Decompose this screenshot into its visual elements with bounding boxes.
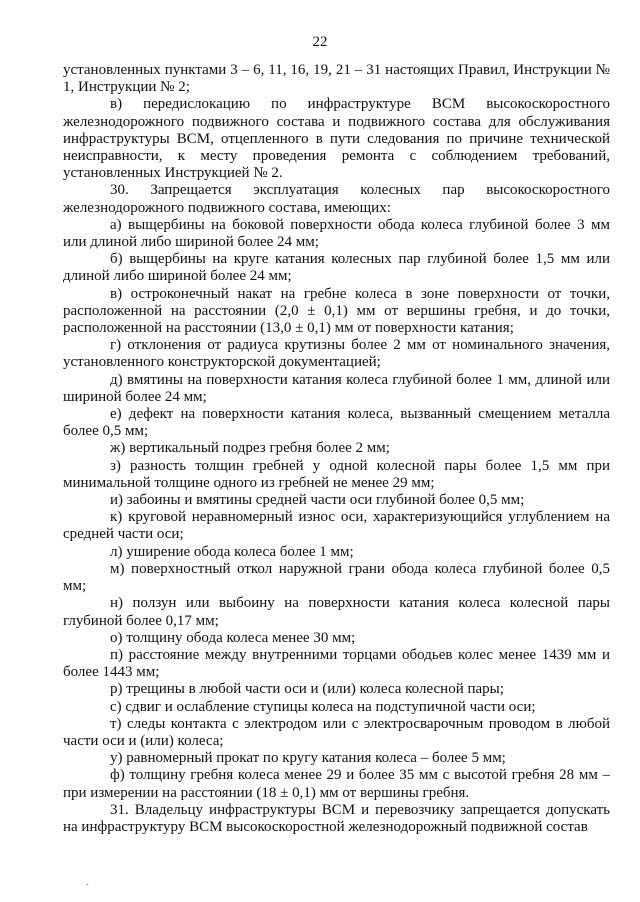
item-n: н) ползун или выбоину на поверхности катания колеса колесной пары глубиной более 0,17 мм; bbox=[63, 595, 610, 629]
item-v-relocation: в) передислокацию по инфраструктуре ВСМ высокоскоростного железнодорожного подвижного состава и подвижного состава для обслуживания инфраструктуры ВСМ, отцепленного в пути следования по причине технической неисправности, к месту проведения ремонта с соблюдением требований, установленных Инструкцией № 2. bbox=[63, 96, 610, 182]
item-u: у) равномерный прокат по кругу катания колеса – более 5 мм; bbox=[110, 750, 506, 767]
item-s: с) сдвиг и ослабление ступицы колеса на подступичной части оси; bbox=[110, 698, 536, 715]
item-m: м) поверхностный откол наружной грани обода колеса глубиной более 0,5 мм; bbox=[63, 560, 610, 595]
paragraph-continuation: установленных пунктами 3 – 6, 11, 16, 19, 21 – 31 настоящих Правил, Инструкции № 1, Инструкции № 2; bbox=[63, 62, 610, 96]
item-f: ф) толщину гребня колеса менее 29 и более 35 мм с высотой гребня 28 мм – при измерении на расстоянии (18 ± 0,1) мм от вершины гребня. bbox=[63, 767, 610, 801]
body-text bbox=[63, 62, 610, 836]
item-l: л) уширение обода колеса более 1 мм; bbox=[110, 543, 354, 560]
item-a: а) выщербины на боковой поверхности обода колеса глубиной более 3 мм или длиной либо шириной более 24 мм; bbox=[63, 216, 610, 251]
item-o: о) толщину обода колеса менее 30 мм; bbox=[110, 629, 356, 646]
item-zh: ж) вертикальный подрез гребня более 2 мм; bbox=[110, 440, 390, 457]
page-number: 22 bbox=[312, 34, 328, 50]
item-k: к) круговой неравномерный износ оси, характеризующийся углублением на средней части оси; bbox=[63, 509, 610, 543]
item-e: е) дефект на поверхности катания колеса, вызванный смещением металла более 0,5 мм; bbox=[63, 406, 610, 440]
item-i: и) забоины и вмятины средней части оси глубиной более 0,5 мм; bbox=[110, 492, 525, 509]
item-v: в) остроконечный накат на гребне колеса в зоне поверхности от точки, расположенной на расстоянии (2,0 ± 0,1) мм от вершины гребня, и до точки, расположенной на расстоянии (13,0 ± 0,1) мм от поверхности катания; bbox=[63, 285, 610, 337]
item-p: п) расстояние между внутренними торцами ободьев колес менее 1439 мм и более 1443 мм; bbox=[63, 646, 610, 681]
clause-30: 30. Запрещается эксплуатация колесных пар высокоскоростного железнодорожного подвижного состава, имеющих: bbox=[63, 182, 610, 216]
clause-31: 31. Владельцу инфраструктуры ВСМ и перевозчику запрещается допускать на инфраструктуру ВСМ высокоскоростной железнодорожный подвижной состав bbox=[63, 801, 610, 835]
item-r: р) трещины в любой части оси и (или) колеса колесной пары; bbox=[110, 681, 504, 698]
item-d: д) вмятины на поверхности катания колеса глубиной более 1 мм, длиной или шириной более 24 мм; bbox=[63, 371, 610, 405]
item-b: б) выщербины на круге катания колесных пар глубиной более 1,5 мм или длиной либо шириной более 24 мм; bbox=[63, 251, 610, 285]
item-z: з) разность толщин гребней у одной колесной пары более 1,5 мм при минимальной толщине одного из гребней не менее 29 мм; bbox=[63, 457, 610, 491]
scan-speck: · bbox=[86, 880, 90, 891]
item-t: т) следы контакта с электродом или с электросварочным проводом в любой части оси и (или) колеса; bbox=[63, 715, 610, 749]
item-g: г) отклонения от радиуса крутизны более 2 мм от номинального значения, установленного конструкторской документацией; bbox=[63, 337, 610, 371]
